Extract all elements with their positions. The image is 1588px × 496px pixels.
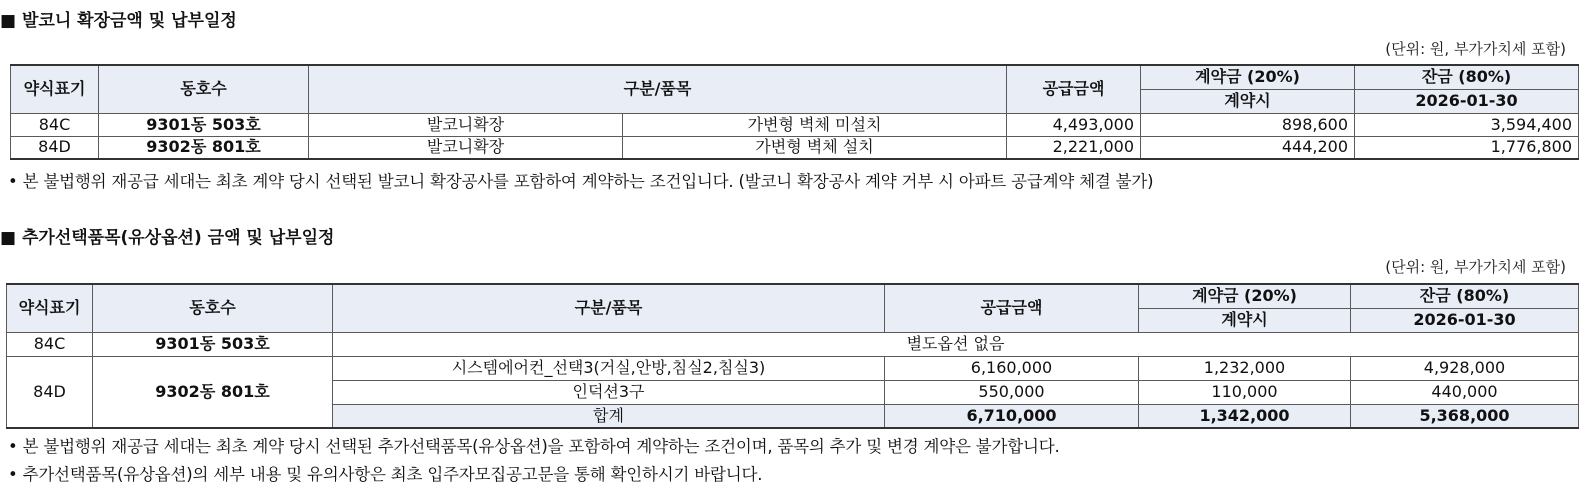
- table-row: [11, 136, 1579, 159]
- header-unit-no: 동호수: [93, 284, 333, 332]
- header-unit-no: 동호수: [99, 65, 309, 113]
- header-category: 구분/품목: [309, 65, 1007, 113]
- header-type: 약식표기: [11, 65, 99, 113]
- balcony-table: [10, 64, 1579, 160]
- cell-item: 시스템에어컨_선택3(거실,안방,침실2,침실3): [333, 356, 885, 380]
- header-deposit-sub: 계약시: [1141, 89, 1355, 113]
- cell-deposit: 444,200: [1141, 136, 1355, 159]
- cell-balance: 1,776,800: [1355, 136, 1579, 159]
- cell-unit-no: 9302동 801호: [93, 356, 333, 428]
- cell-unit-no: 9301동 503호: [93, 332, 333, 356]
- section1-note: • 본 불법행위 재공급 세대는 최초 계약 당시 선택된 발코니 확장공사를 포함하여 계약하는 조건입니다. (발코니 확장공사 계약 거부 시 아파트 공급계약 체결 불가): [8, 172, 1154, 191]
- header-supply: 공급금액: [1007, 65, 1141, 113]
- cell-supply: 4,493,000: [1007, 113, 1141, 136]
- cell-deposit: 110,000: [1139, 380, 1351, 404]
- cell-supply: 550,000: [885, 380, 1139, 404]
- cell-balance: 4,928,000: [1351, 356, 1579, 380]
- table-row: [11, 113, 1579, 136]
- cell-detail: 가변형 벽체 미설치: [623, 113, 1007, 136]
- cell-type: 84D: [7, 356, 93, 428]
- section2-unit: (단위: 원, 부가가치세 포함): [1385, 258, 1566, 276]
- header-category: 구분/품목: [333, 284, 885, 332]
- header-balance: 잔금 (80%): [1355, 65, 1579, 89]
- cell-deposit: 1,232,000: [1139, 356, 1351, 380]
- section2-note-2: • 추가선택품목(유상옵션)의 세부 내용 및 유의사항은 최초 입주자모집공고문을 통해 확인하시기 바랍니다.: [8, 465, 763, 484]
- header-balance-sub: 2026-01-30: [1355, 89, 1579, 113]
- cell-balance: 3,594,400: [1355, 113, 1579, 136]
- header-deposit: 계약금 (20%): [1139, 284, 1351, 308]
- header-supply: 공급금액: [885, 284, 1139, 332]
- cell-item: 인덕션3구: [333, 380, 885, 404]
- cell-type: 84D: [11, 136, 99, 159]
- header-deposit-sub: 계약시: [1139, 308, 1351, 332]
- section1-unit: (단위: 원, 부가가치세 포함): [1385, 40, 1566, 58]
- section2-title: ■ 추가선택품목(유상옵션) 금액 및 납부일정: [0, 228, 335, 248]
- cell-supply: 2,221,000: [1007, 136, 1141, 159]
- cell-unit-no: 9301동 503호: [99, 113, 309, 136]
- cell-type: 84C: [7, 332, 93, 356]
- table-row: [7, 356, 1579, 380]
- cell-total-label: 합계: [333, 404, 885, 428]
- cell-item: 발코니확장: [309, 136, 623, 159]
- header-balance-sub: 2026-01-30: [1351, 308, 1579, 332]
- cell-total-supply: 6,710,000: [885, 404, 1139, 428]
- cell-unit-no: 9302동 801호: [99, 136, 309, 159]
- option-table: [6, 283, 1579, 429]
- cell-balance: 440,000: [1351, 380, 1579, 404]
- cell-no-option: 별도옵션 없음: [333, 332, 1579, 356]
- cell-type: 84C: [11, 113, 99, 136]
- header-deposit: 계약금 (20%): [1141, 65, 1355, 89]
- header-type: 약식표기: [7, 284, 93, 332]
- cell-detail: 가변형 벽체 설치: [623, 136, 1007, 159]
- header-balance: 잔금 (80%): [1351, 284, 1579, 308]
- cell-deposit: 898,600: [1141, 113, 1355, 136]
- cell-total-deposit: 1,342,000: [1139, 404, 1351, 428]
- cell-item: 발코니확장: [309, 113, 623, 136]
- cell-supply: 6,160,000: [885, 356, 1139, 380]
- table-row: [7, 332, 1579, 356]
- section1-title: ■ 발코니 확장금액 및 납부일정: [0, 11, 237, 31]
- cell-total-balance: 5,368,000: [1351, 404, 1579, 428]
- section2-note-1: • 본 불법행위 재공급 세대는 최초 계약 당시 선택된 추가선택품목(유상옵션)을 포함하여 계약하는 조건이며, 품목의 추가 및 변경 계약은 불가합니다.: [8, 437, 1060, 456]
